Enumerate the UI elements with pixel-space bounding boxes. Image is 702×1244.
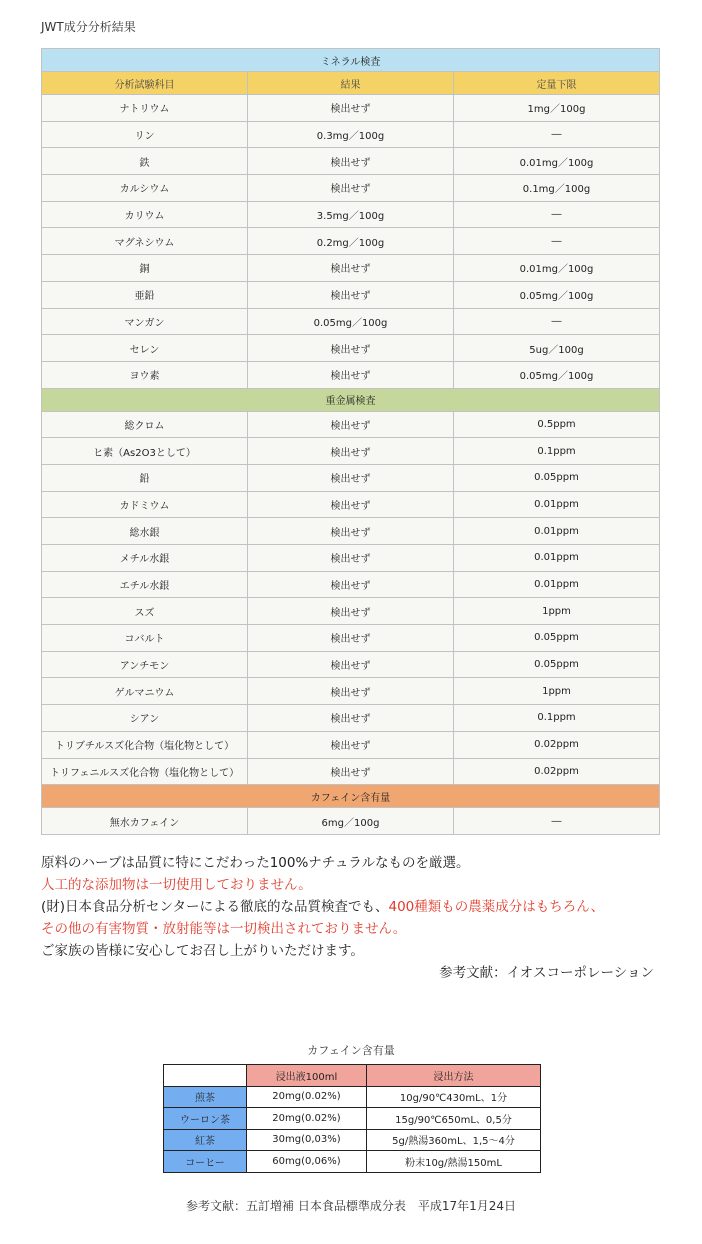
document-title: JWT成分分析結果 xyxy=(41,20,136,34)
item-cell: ヒ素（As2O3として） xyxy=(42,438,248,465)
item-cell: カリウム xyxy=(42,201,248,228)
caffeine-amount: 30mg(0,03%) xyxy=(247,1129,367,1151)
heavy-metal-row xyxy=(42,651,660,678)
limit-cell: 0.1mg／100g xyxy=(454,175,660,202)
limit-cell: 0.05mg／100g xyxy=(454,361,660,388)
column-header-result: 結果 xyxy=(248,72,454,95)
item-cell: アンチモン xyxy=(42,651,248,678)
heavy-metal-row xyxy=(42,545,660,572)
caffeine-amount: 60mg(0,06%) xyxy=(247,1151,367,1173)
heavy-metal-section-header: 重金属検査 xyxy=(42,388,660,411)
brew-method: 10g/90℃430mL、1分 xyxy=(367,1086,541,1108)
heavy-metal-row xyxy=(42,678,660,705)
note-line-red: その他の有害物質・放射能等は一切検出されておりません。 xyxy=(41,921,407,937)
item-cell: マグネシウム xyxy=(42,228,248,255)
result-cell: 検出せず xyxy=(248,571,454,598)
limit-cell: 0.02ppm xyxy=(454,758,660,785)
note-line: ご家族の皆様に安心してお召し上がりいただけます。 xyxy=(41,943,364,959)
mineral-row xyxy=(42,121,660,148)
caffeine-header-blank xyxy=(164,1065,247,1087)
result-cell: 0.3mg／100g xyxy=(248,121,454,148)
beverage-name: 紅茶 xyxy=(164,1129,247,1151)
item-cell: トリブチルスズ化合物（塩化物として） xyxy=(42,731,248,758)
heavy-metal-row xyxy=(42,518,660,545)
item-cell: 総水銀 xyxy=(42,518,248,545)
beverage-row xyxy=(164,1129,541,1151)
result-cell: 検出せず xyxy=(248,651,454,678)
mineral-row xyxy=(42,95,660,122)
item-cell: エチル水銀 xyxy=(42,571,248,598)
item-cell: リン xyxy=(42,121,248,148)
limit-cell: 1mg／100g xyxy=(454,95,660,122)
limit-cell: 0.5ppm xyxy=(454,411,660,438)
limit-cell: 0.1ppm xyxy=(454,705,660,732)
limit-cell: ― xyxy=(454,808,660,835)
note-text-red: 400種類もの農薬成分はもちろん、 xyxy=(388,899,605,915)
beverage-row xyxy=(164,1151,541,1173)
result-cell: 検出せず xyxy=(248,491,454,518)
item-cell: ゲルマニウム xyxy=(42,678,248,705)
caffeine-amount: 20mg(0.02%) xyxy=(247,1086,367,1108)
caffeine-table-title: カフェイン含有量 xyxy=(307,1044,395,1057)
item-cell: メチル水銀 xyxy=(42,545,248,572)
limit-cell: 0.1ppm xyxy=(454,438,660,465)
result-cell: 検出せず xyxy=(248,411,454,438)
heavy-metal-row xyxy=(42,571,660,598)
caffeine-header-amount: 浸出液100ml xyxy=(247,1065,367,1087)
note-line-red: 人工的な添加物は一切使用しておりません。 xyxy=(41,877,312,893)
brew-method: 15g/90℃650mL、0,5分 xyxy=(367,1108,541,1130)
item-cell: マンガン xyxy=(42,308,248,335)
limit-cell: 0.01ppm xyxy=(454,571,660,598)
limit-cell: 0.01mg／100g xyxy=(454,148,660,175)
mineral-row xyxy=(42,255,660,282)
limit-cell: 1ppm xyxy=(454,678,660,705)
item-cell: 無水カフェイン xyxy=(42,808,248,835)
heavy-metal-row xyxy=(42,411,660,438)
result-cell: 検出せず xyxy=(248,464,454,491)
heavy-metal-row xyxy=(42,491,660,518)
heavy-metal-row xyxy=(42,731,660,758)
beverage-name: コーヒー xyxy=(164,1151,247,1173)
item-cell: ナトリウム xyxy=(42,95,248,122)
limit-cell: 0.01ppm xyxy=(454,518,660,545)
limit-cell: ― xyxy=(454,308,660,335)
mineral-row xyxy=(42,361,660,388)
heavy-metal-row xyxy=(42,705,660,732)
result-cell: 検出せず xyxy=(248,705,454,732)
result-cell: 検出せず xyxy=(248,95,454,122)
limit-cell: ― xyxy=(454,201,660,228)
result-cell: 検出せず xyxy=(248,281,454,308)
caffeine-amount: 20mg(0.02%) xyxy=(247,1108,367,1130)
item-cell: カルシウム xyxy=(42,175,248,202)
notes-block xyxy=(41,852,681,984)
mineral-row xyxy=(42,308,660,335)
limit-cell: ― xyxy=(454,228,660,255)
caffeine-section-header: カフェイン含有量 xyxy=(42,785,660,808)
limit-cell: ― xyxy=(454,121,660,148)
beverage-name: ウーロン茶 xyxy=(164,1108,247,1130)
caffeine-reference: 参考文献：五訂増補 日本食品標準成分表 平成17年1月24日 xyxy=(186,1199,516,1213)
limit-cell: 0.05ppm xyxy=(454,651,660,678)
limit-cell: 0.01mg／100g xyxy=(454,255,660,282)
limit-cell: 0.01ppm xyxy=(454,545,660,572)
result-cell: 検出せず xyxy=(248,758,454,785)
caffeine-header-method: 浸出方法 xyxy=(367,1065,541,1087)
item-cell: セレン xyxy=(42,335,248,362)
column-header-row xyxy=(42,72,660,95)
limit-cell: 0.05ppm xyxy=(454,464,660,491)
beverage-row xyxy=(164,1086,541,1108)
brew-method: 粉末10g/熱湯150mL xyxy=(367,1151,541,1173)
item-cell: スズ xyxy=(42,598,248,625)
result-cell: 検出せず xyxy=(248,625,454,652)
result-cell: 6mg／100g xyxy=(248,808,454,835)
item-cell: 鉄 xyxy=(42,148,248,175)
result-cell: 検出せず xyxy=(248,148,454,175)
mineral-section-header: ミネラル検査 xyxy=(42,49,660,72)
brew-method: 5g/熱湯360mL、1,5～4分 xyxy=(367,1129,541,1151)
item-cell: シアン xyxy=(42,705,248,732)
result-cell: 検出せず xyxy=(248,175,454,202)
note-text: (財)日本食品分析センターによる徹底的な品質検査でも、 xyxy=(41,899,389,915)
limit-cell: 1ppm xyxy=(454,598,660,625)
mineral-row xyxy=(42,281,660,308)
caffeine-row xyxy=(42,808,660,835)
result-cell: 検出せず xyxy=(248,678,454,705)
result-cell: 3.5mg／100g xyxy=(248,201,454,228)
result-cell: 検出せず xyxy=(248,731,454,758)
heavy-metal-row xyxy=(42,598,660,625)
result-cell: 検出せず xyxy=(248,545,454,572)
column-header-limit: 定量下限 xyxy=(454,72,660,95)
limit-cell: 0.05mg／100g xyxy=(454,281,660,308)
column-header-item: 分析試験科目 xyxy=(42,72,248,95)
limit-cell: 0.01ppm xyxy=(454,491,660,518)
result-cell: 検出せず xyxy=(248,255,454,282)
mineral-row xyxy=(42,335,660,362)
mineral-row xyxy=(42,148,660,175)
limit-cell: 0.05ppm xyxy=(454,625,660,652)
heavy-metal-row xyxy=(42,438,660,465)
result-cell: 検出せず xyxy=(248,598,454,625)
limit-cell: 5ug／100g xyxy=(454,335,660,362)
item-cell: カドミウム xyxy=(42,491,248,518)
mineral-row xyxy=(42,228,660,255)
result-cell: 検出せず xyxy=(248,335,454,362)
item-cell: ヨウ素 xyxy=(42,361,248,388)
note-line xyxy=(41,896,681,918)
caffeine-table xyxy=(163,1064,541,1173)
item-cell: 鉛 xyxy=(42,464,248,491)
result-cell: 0.2mg／100g xyxy=(248,228,454,255)
heavy-metal-row xyxy=(42,625,660,652)
result-cell: 検出せず xyxy=(248,361,454,388)
heavy-metal-row xyxy=(42,464,660,491)
mineral-row xyxy=(42,175,660,202)
item-cell: 総クロム xyxy=(42,411,248,438)
limit-cell: 0.02ppm xyxy=(454,731,660,758)
beverage-name: 煎茶 xyxy=(164,1086,247,1108)
item-cell: 銅 xyxy=(42,255,248,282)
result-cell: 検出せず xyxy=(248,518,454,545)
item-cell: コバルト xyxy=(42,625,248,652)
caffeine-header-row xyxy=(164,1065,541,1087)
item-cell: トリフェニルスズ化合物（塩化物として） xyxy=(42,758,248,785)
result-cell: 検出せず xyxy=(248,438,454,465)
notes-reference: 参考文献：イオスコーポレーション xyxy=(439,965,654,981)
analysis-table xyxy=(41,48,660,835)
heavy-metal-row xyxy=(42,758,660,785)
mineral-row xyxy=(42,201,660,228)
result-cell: 0.05mg／100g xyxy=(248,308,454,335)
note-line: 原料のハーブは品質に特にこだわった100%ナチュラルなものを厳選。 xyxy=(41,855,470,871)
beverage-row xyxy=(164,1108,541,1130)
item-cell: 亜鉛 xyxy=(42,281,248,308)
